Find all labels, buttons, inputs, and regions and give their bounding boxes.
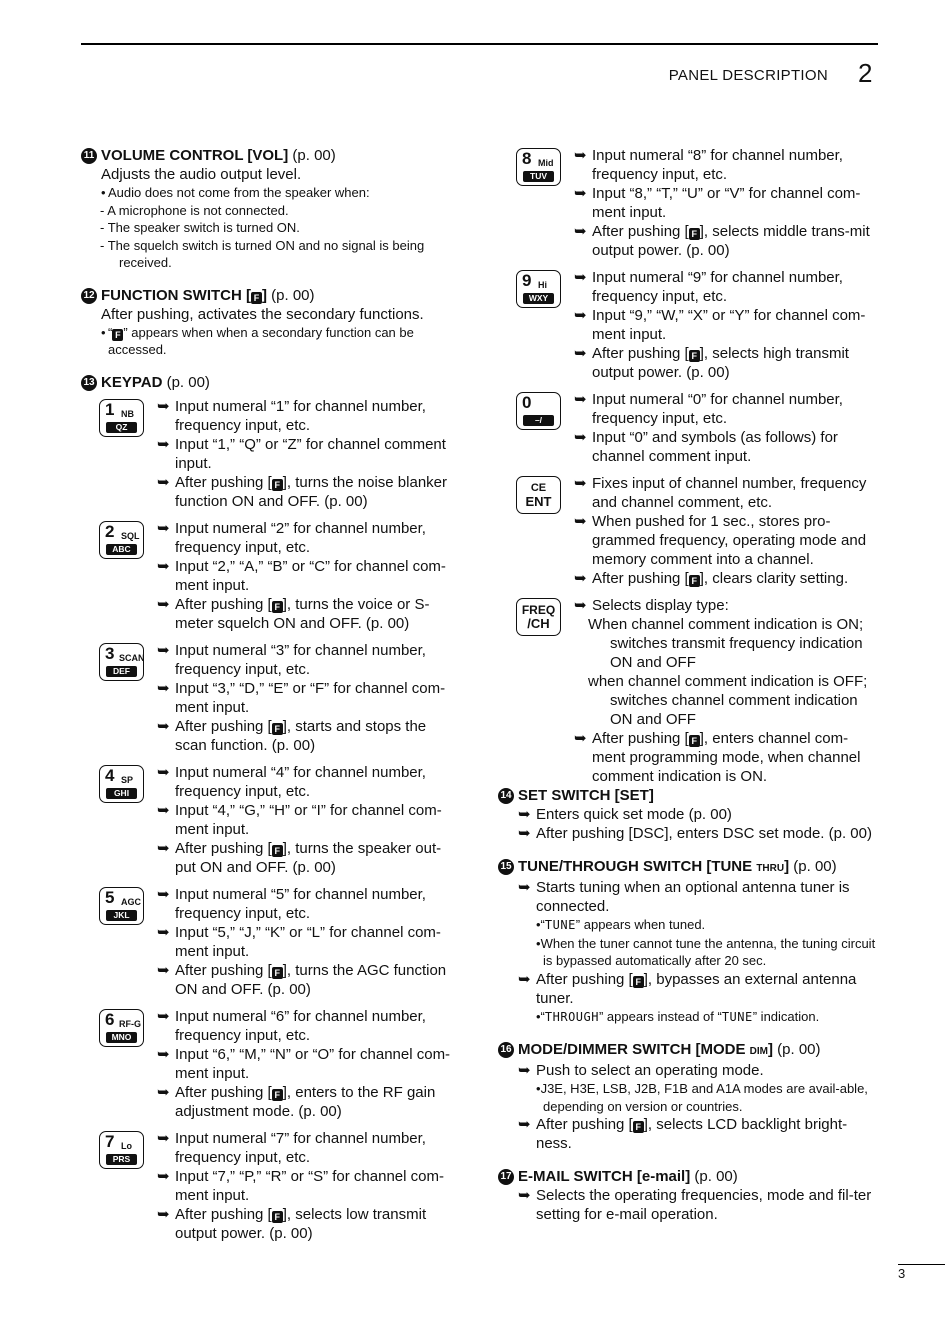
- key-8-icon: 8 Mid TUV: [516, 148, 561, 186]
- right-column: [498, 146, 878, 1224]
- key-3-row: 3 SCAN DEF ➥ Input numeral “3” for channel number, frequency input, etc. ➥ Input “3,” “D,” “E” or “F” for channel com-ment input. ➥ After pushing [ F ], starts and stops the scan function. (p. 00): [81, 641, 459, 755]
- key-1-row: 1 NB QZ ➥ Input numeral “1” for channel number, frequency input, etc. ➥ Input “1,” “Q” or “Z” for channel comment input. ➥ After pushing [ F ], turns the noise blanker function ON and OFF. (p. 00): [81, 397, 459, 511]
- section-number-17: 17: [498, 1169, 514, 1185]
- section-desc: Adjusts the audio output level.: [101, 166, 302, 183]
- key-7-row: 7 Lo PRS ➥ Input numeral “7” for channel number, frequency input, etc. ➥ Input “7,” “P,” “R” or “S” for channel com-ment input. ➥ After pushing [ F ], selects low transmit output power. (p. 00): [81, 1129, 459, 1243]
- key-8-row: 8 Mid TUV ➥ Input numeral “8” for channel number, frequency input, etc. ➥ Input “8,” “T,” “U” or “V” for channel com-ment input. ➥ After pushing [ F ], selects middle trans-mit output power. (p. 00): [498, 146, 878, 260]
- key-0-icon: 0 –/: [516, 392, 561, 430]
- page-ref: (p. 00): [271, 286, 315, 304]
- key-3-icon: 3 SCAN DEF: [99, 643, 144, 681]
- section-email-switch: 17 E-MAIL SWITCH [e-mail] (p. 00) ➥ Selects the operating frequencies, mode and fil-ter setting for e-mail operation.: [498, 1167, 878, 1224]
- chapter-number: 2: [858, 58, 873, 88]
- section-set-switch: 14 SET SWITCH [SET] ➥ Enters quick set mode (p. 00) ➥ After pushing [DSC], enters DSC set mode. (p. 00): [498, 786, 878, 843]
- key-2-row: 2 SQL ABC ➥ Input numeral “2” for channel number, frequency input, etc. ➥ Input “2,” “A,” “B” or “C” for channel com-ment input. ➥ After pushing [ F ], turns the voice or S-meter squelch ON and OFF. (p. 00): [81, 519, 459, 633]
- section-number-14: 14: [498, 788, 514, 804]
- header-rule: [81, 43, 878, 45]
- section-number-11: 11: [81, 148, 97, 164]
- page-ref: (p. 00): [292, 147, 336, 164]
- section-title: VOLUME CONTROL [VOL]: [101, 147, 289, 164]
- section-number-15: 15: [498, 859, 514, 875]
- left-column: [81, 146, 459, 1251]
- key-7-icon: 7 Lo PRS: [99, 1131, 144, 1169]
- key-2-icon: 2 SQL ABC: [99, 521, 144, 559]
- dash-item: - The speaker switch is turned ON.: [100, 220, 300, 235]
- key-5-icon: 5 AGC JKL: [99, 887, 144, 925]
- key-ce-ent-icon: CE ENT: [516, 476, 561, 514]
- page-number: 3: [898, 1266, 906, 1281]
- section-keypad: 13 KEYPAD (p. 00): [81, 373, 459, 392]
- section-mode-dimmer-switch: 16 MODE/DIMMER SWITCH [MODE DIM] (p. 00) ➥ Push to select an operating mode. •J3E, H3E, LSB, J2B, F1B and A1A modes are avail-able, depending on version or countries. ➥ After pushing [ F ], selects LCD backlight bright-ness.: [498, 1040, 878, 1153]
- key-9-icon: 9 Hi WXY: [516, 270, 561, 308]
- section-number-16: 16: [498, 1042, 514, 1058]
- bullet-note: • Audio does not come from the speaker when:: [101, 185, 370, 200]
- dash-item: - A microphone is not connected.: [100, 202, 289, 218]
- f-key-icon: F: [112, 329, 123, 341]
- section-tune-through-switch: 15 TUNE/THROUGH SWITCH [TUNE THRU] (p. 00) ➥ Starts tuning when an optional antenna tuner is connected. •“TUNE” appears when tuned. •When the tuner cannot tune the antenna, the tuning circuit is bypassed automatically after 20 sec. ➥ After pushing [ F ], bypasses an external antenna tuner. •“THROUGH” appears instead of “TUNE” indication.: [498, 857, 878, 1026]
- key-5-row: 5 AGC JKL ➥ Input numeral “5” for channel number, frequency input, etc. ➥ Input “5,” “J,” “K” or “L” for channel com-ment input. ➥ After pushing [ F ], turns the AGC function ON and OFF. (p. 00): [81, 885, 459, 999]
- key-6-row: 6 RF-G MNO ➥ Input numeral “6” for channel number, frequency input, etc. ➥ Input “6,” “M,” “N” or “O” for channel com-ment input. ➥ After pushing [ F ], enters to the RF gain adjustment mode. (p. 00): [81, 1007, 459, 1121]
- dash-item: - The squelch switch is turned ON and no signal is being: [100, 237, 425, 253]
- key-ce-ent-row: CE ENT ➥ Fixes input of channel number, frequency and channel comment, etc. ➥ When pushed for 1 sec., stores pro-grammed frequency, operating mode and memory comment into a channel. ➥ After pushing [ F ], clears clarity setting.: [498, 474, 878, 588]
- section-volume-control: [81, 146, 459, 272]
- key-6-icon: 6 RF-G MNO: [99, 1009, 144, 1047]
- key-4-row: 4 SP GHI ➥ Input numeral “4” for channel number, frequency input, etc. ➥ Input “4,” “G,” “H” or “I” for channel com-ment input. ➥ After pushing [ F ], turns the speaker out-put ON and OFF. (p. 00): [81, 763, 459, 877]
- section-number-12: 12: [81, 288, 97, 304]
- key-freq-ch-row: FREQ /CH ➥ Selects display type: When channel comment indication is ON; switches transmit frequency indication ON and OFF when channel comment indication is OFF; switches channel comment indication ON and OFF ➥ After pushing [ F ], enters channel com-ment programming mode, when channel comment indication is ON.: [498, 596, 878, 786]
- dash-item-cont: received.: [119, 255, 172, 270]
- f-key-icon: F: [251, 292, 262, 304]
- key-9-row: 9 Hi WXY ➥ Input numeral “9” for channel number, frequency input, etc. ➥ Input “9,” “W,” “X” or “Y” for channel com-ment input. ➥ After pushing [ F ], selects high transmit output power. (p. 00): [498, 268, 878, 382]
- page-ref: (p. 00): [166, 373, 210, 391]
- section-desc: After pushing, activates the secondary functions.: [101, 305, 424, 323]
- page-section-title: PANEL DESCRIPTION: [668, 67, 828, 84]
- key-freq-ch-icon: FREQ /CH: [516, 598, 561, 636]
- key-4-icon: 4 SP GHI: [99, 765, 144, 803]
- bullet-note-cont: accessed.: [108, 342, 167, 357]
- key-0-row: 0 –/ ➥ Input numeral “0” for channel number, frequency input, etc. ➥ Input “0” and symbols (as follows) for channel comment input.: [498, 390, 878, 466]
- footer-rule: [898, 1264, 945, 1265]
- key-1-icon: 1 NB QZ: [99, 399, 144, 437]
- section-number-13: 13: [81, 375, 97, 391]
- section-function-switch: 12 FUNCTION SWITCH [ F ] (p. 00) After pushing, activates the secondary functions. • “ F ” appears when when a secondary function can be accessed.: [81, 286, 459, 359]
- bullet-note: • “ F ” appears when when a secondary function can be: [101, 324, 414, 340]
